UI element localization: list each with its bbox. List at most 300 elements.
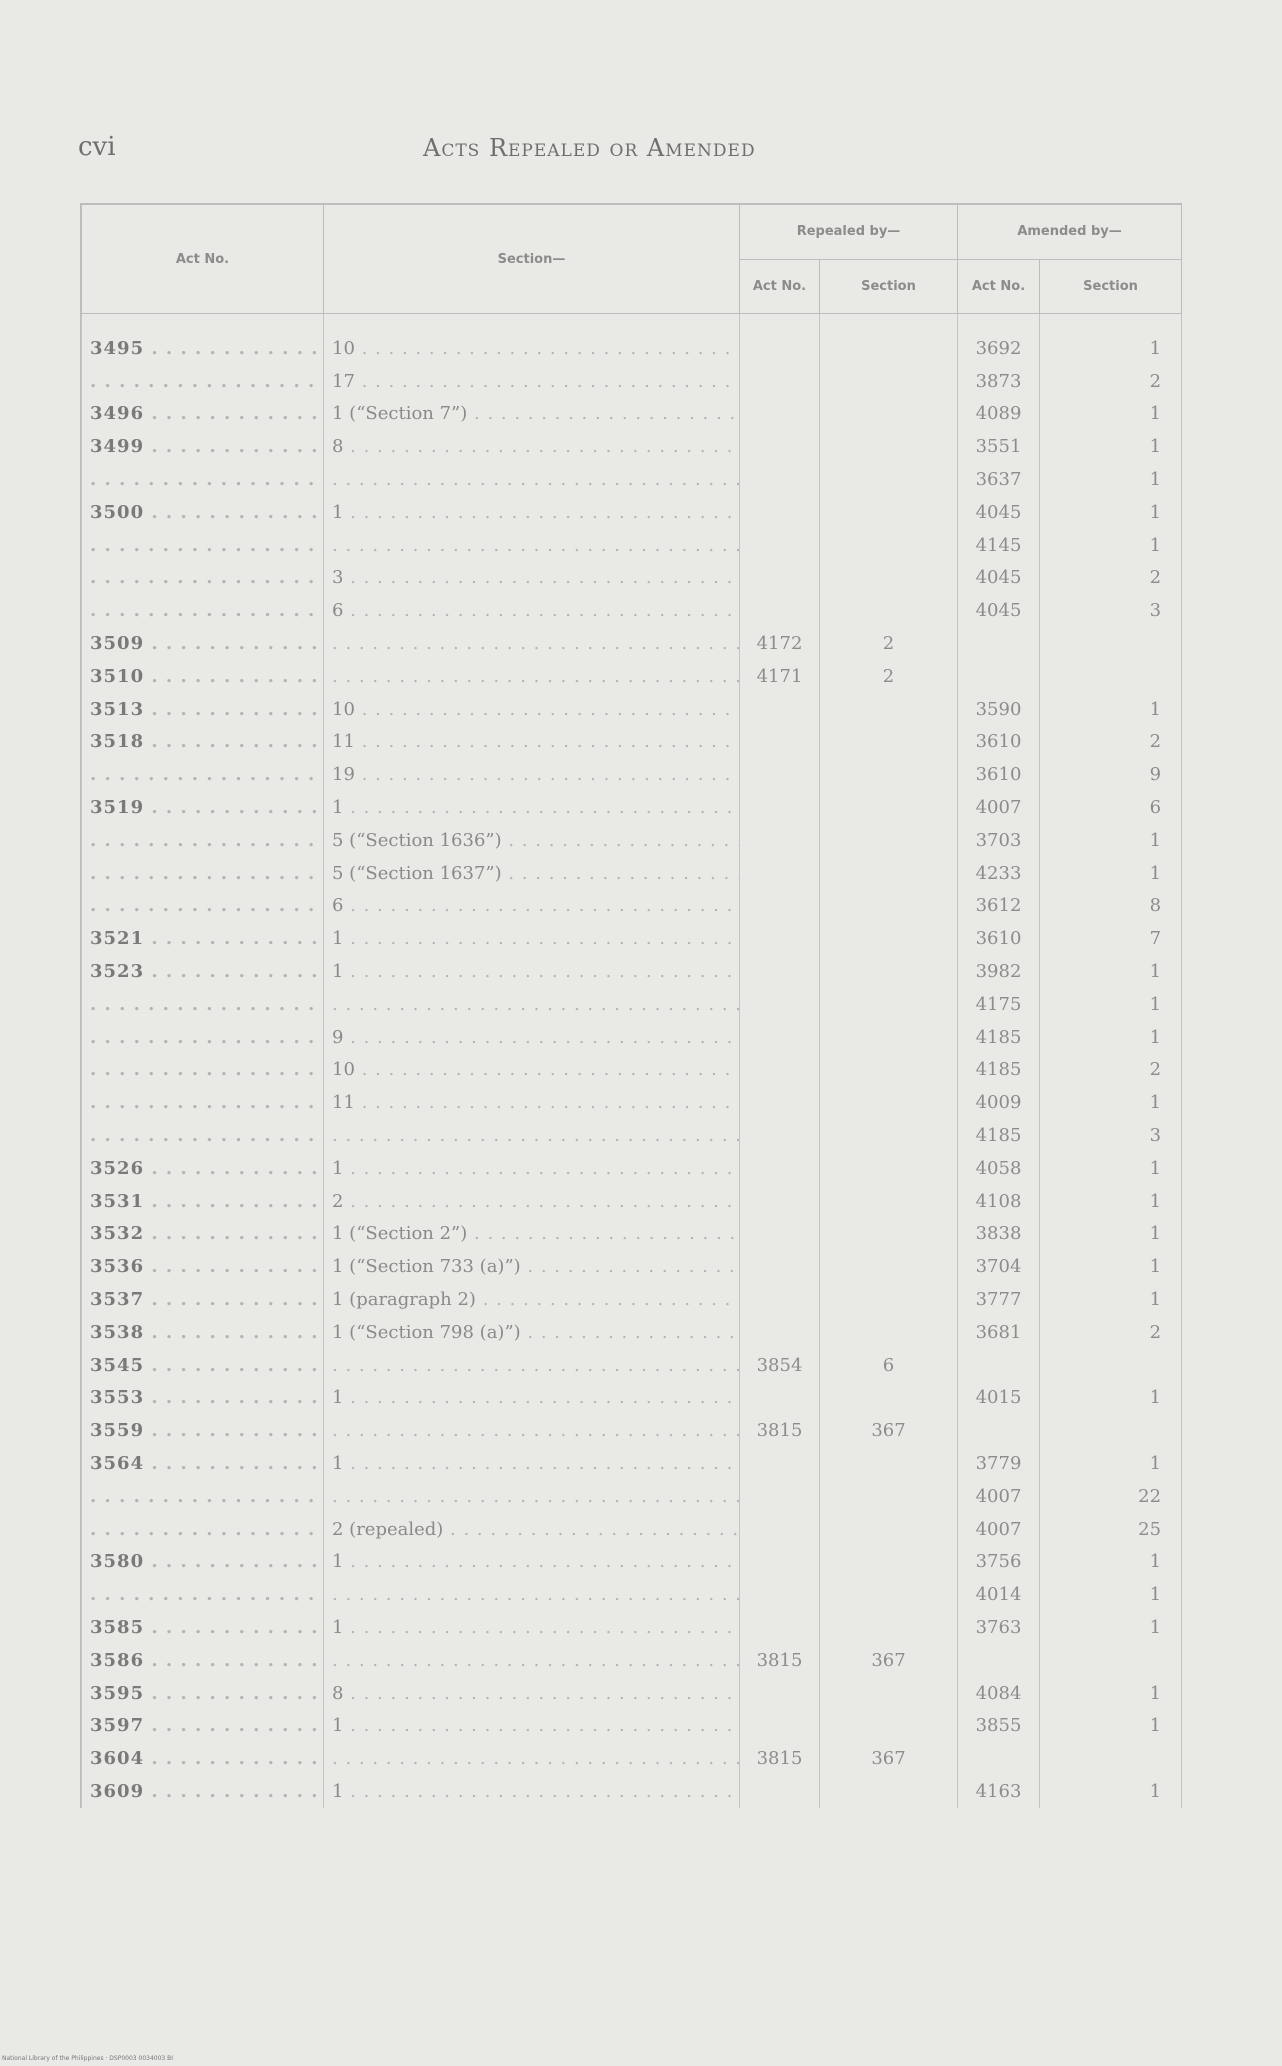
table-row: [82, 1775, 1182, 1808]
repealed-act-number: [740, 1021, 820, 1054]
act-number: 3604 . . .: [82, 1742, 324, 1775]
repealed-section: [820, 1382, 958, 1415]
section-ref: 10 . . .: [324, 693, 740, 726]
repealed-section: [820, 463, 958, 496]
act-number: [82, 1021, 324, 1054]
repealed-section: [820, 758, 958, 791]
act-number: 3564 . . .: [82, 1447, 324, 1480]
section-ref: 1 . . .: [324, 1152, 740, 1185]
act-number: 3521 . . .: [82, 922, 324, 955]
repealed-section: [820, 1185, 958, 1218]
section-ref: [324, 988, 740, 1021]
act-number: [82, 594, 324, 627]
amended-act-number: 3681: [958, 1316, 1040, 1349]
section-ref: 1 (“Section 798 (a)”) . . .: [324, 1316, 740, 1349]
act-number: 3536 . . .: [82, 1250, 324, 1283]
table-row: [82, 1545, 1182, 1578]
act-number: 3559 . . .: [82, 1414, 324, 1447]
amended-act-number: 3703: [958, 824, 1040, 857]
amended-act-number: 4185: [958, 1054, 1040, 1087]
amended-section: 1: [1040, 1021, 1182, 1054]
repealed-section: 367: [820, 1644, 958, 1677]
repealed-section: [820, 791, 958, 824]
amended-act-number: 3838: [958, 1218, 1040, 1251]
section-ref: 1 (“Section 733 (a)”) . . .: [324, 1250, 740, 1283]
table-row: [82, 791, 1182, 824]
repealed-act-number: 3854: [740, 1349, 820, 1382]
repealed-section: [820, 1775, 958, 1808]
repealed-section: [820, 1218, 958, 1251]
amended-section: 1: [1040, 1709, 1182, 1742]
table-row: [82, 857, 1182, 890]
repealed-act-number: [740, 1316, 820, 1349]
section-ref: 1 . . .: [324, 1382, 740, 1415]
amended-act-number: 3590: [958, 693, 1040, 726]
amended-act-number: 4009: [958, 1086, 1040, 1119]
section-ref: 1 . . .: [324, 922, 740, 955]
repealed-section: [820, 1021, 958, 1054]
amended-act-number: 3777: [958, 1283, 1040, 1316]
section-ref: 19 . . .: [324, 758, 740, 791]
act-number: [82, 824, 324, 857]
amended-section: 2: [1040, 1316, 1182, 1349]
amended-section: 22: [1040, 1480, 1182, 1513]
table-row: [82, 693, 1182, 726]
table-row: [82, 1414, 1182, 1447]
repealed-act-number: [740, 857, 820, 890]
repealed-act-number: 3815: [740, 1414, 820, 1447]
amended-act-number: 3779: [958, 1447, 1040, 1480]
repealed-act-number: [740, 594, 820, 627]
amended-section: 1: [1040, 1382, 1182, 1415]
amended-section: 1: [1040, 1578, 1182, 1611]
amended-act-number: [958, 1414, 1040, 1447]
repealed-section: [820, 398, 958, 431]
amended-act-number: 3610: [958, 726, 1040, 759]
table-row: [82, 1611, 1182, 1644]
table-row: [82, 1021, 1182, 1054]
amended-section: 1: [1040, 1218, 1182, 1251]
amended-act-number: 3610: [958, 922, 1040, 955]
act-number: 3523 . . .: [82, 955, 324, 988]
table-row: [82, 922, 1182, 955]
amended-section: 1: [1040, 314, 1182, 365]
amended-section: 1: [1040, 1283, 1182, 1316]
amended-section: 9: [1040, 758, 1182, 791]
amended-act-number: [958, 1644, 1040, 1677]
act-number: 3513 . . .: [82, 693, 324, 726]
header-repealed-section: Section: [820, 259, 958, 314]
header-repealed-by: Repealed by—: [740, 205, 958, 260]
repealed-act-number: [740, 1578, 820, 1611]
repealed-act-number: [740, 1119, 820, 1152]
amended-act-number: 4084: [958, 1677, 1040, 1710]
repealed-section: 367: [820, 1414, 958, 1447]
table-row: [82, 955, 1182, 988]
section-ref: [324, 1644, 740, 1677]
repealed-section: 6: [820, 1349, 958, 1382]
amended-act-number: 4007: [958, 791, 1040, 824]
section-ref: 17 . . .: [324, 365, 740, 398]
act-number: 3553 . . .: [82, 1382, 324, 1415]
amended-section: [1040, 1742, 1182, 1775]
table-row: [82, 1480, 1182, 1513]
act-number: 3532 . . .: [82, 1218, 324, 1251]
section-ref: 10 . . .: [324, 1054, 740, 1087]
repealed-section: 367: [820, 1742, 958, 1775]
repealed-act-number: [740, 1218, 820, 1251]
header-amended-section: Section: [1040, 259, 1182, 314]
table-row: [82, 1119, 1182, 1152]
repealed-act-number: [740, 693, 820, 726]
header-act-no: Act No.: [82, 205, 324, 314]
repealed-act-number: [740, 1545, 820, 1578]
table-row: [82, 988, 1182, 1021]
amended-act-number: 4014: [958, 1578, 1040, 1611]
act-number: 3499 . . .: [82, 430, 324, 463]
repealed-section: [820, 430, 958, 463]
section-ref: 5 (“Section 1637”) . . .: [324, 857, 740, 890]
repealed-act-number: 3815: [740, 1742, 820, 1775]
section-ref: 5 (“Section 1636”) . . .: [324, 824, 740, 857]
section-ref: 9 . . .: [324, 1021, 740, 1054]
amended-section: 1: [1040, 1086, 1182, 1119]
act-number: 3510 . . .: [82, 660, 324, 693]
repealed-act-number: [740, 1054, 820, 1087]
repealed-section: [820, 529, 958, 562]
act-number: 3500 . . .: [82, 496, 324, 529]
amended-act-number: 4007: [958, 1480, 1040, 1513]
repealed-section: [820, 1119, 958, 1152]
amended-act-number: 4015: [958, 1382, 1040, 1415]
repealed-act-number: [740, 758, 820, 791]
repealed-act-number: [740, 1382, 820, 1415]
table-row: [82, 1086, 1182, 1119]
amended-section: [1040, 660, 1182, 693]
amended-act-number: 3551: [958, 430, 1040, 463]
repealed-act-number: [740, 1480, 820, 1513]
act-number: [82, 1119, 324, 1152]
page-title: Acts Repealed or Amended: [423, 134, 756, 162]
amended-act-number: 4058: [958, 1152, 1040, 1185]
amended-section: 1: [1040, 1152, 1182, 1185]
act-number: [82, 1513, 324, 1546]
act-number: 3496 . . .: [82, 398, 324, 431]
amended-section: 3: [1040, 594, 1182, 627]
repealed-act-number: [740, 1152, 820, 1185]
repealed-section: [820, 1578, 958, 1611]
amended-act-number: 4233: [958, 857, 1040, 890]
act-number: 3537 . . .: [82, 1283, 324, 1316]
table-row: [82, 463, 1182, 496]
act-number: 3585 . . .: [82, 1611, 324, 1644]
act-number: [82, 758, 324, 791]
section-ref: 8 . . .: [324, 1677, 740, 1710]
table-row: [82, 726, 1182, 759]
section-ref: 11 . . .: [324, 1086, 740, 1119]
repealed-act-number: [740, 955, 820, 988]
repealed-act-number: [740, 1086, 820, 1119]
table-row: [82, 1709, 1182, 1742]
repealed-section: 2: [820, 627, 958, 660]
amended-act-number: 4045: [958, 594, 1040, 627]
repealed-act-number: [740, 463, 820, 496]
repealed-section: [820, 1054, 958, 1087]
repealed-section: [820, 890, 958, 923]
amended-section: 3: [1040, 1119, 1182, 1152]
acts-table: [81, 204, 1182, 1808]
table-row: [82, 1644, 1182, 1677]
act-number: [82, 529, 324, 562]
repealed-act-number: [740, 1611, 820, 1644]
repealed-act-number: [740, 430, 820, 463]
section-ref: 1 (paragraph 2) . . .: [324, 1283, 740, 1316]
amended-section: [1040, 1349, 1182, 1382]
table-row: [82, 627, 1182, 660]
table-row: [82, 398, 1182, 431]
act-number: [82, 988, 324, 1021]
amended-act-number: 3612: [958, 890, 1040, 923]
repealed-section: [820, 1677, 958, 1710]
repealed-section: [820, 1709, 958, 1742]
amended-act-number: 4045: [958, 496, 1040, 529]
table-body: [82, 314, 1182, 1808]
table-row: [82, 529, 1182, 562]
amended-act-number: 4163: [958, 1775, 1040, 1808]
repealed-section: [820, 1152, 958, 1185]
repealed-act-number: [740, 398, 820, 431]
page-footer: National Library of the Philippines · DSP0003 0034003 BI: [2, 2055, 174, 2062]
repealed-act-number: [740, 922, 820, 955]
section-ref: 2 . . .: [324, 1185, 740, 1218]
table-row: [82, 1349, 1182, 1382]
repealed-section: 2: [820, 660, 958, 693]
table-row: [82, 496, 1182, 529]
amended-act-number: [958, 1742, 1040, 1775]
act-number: [82, 857, 324, 890]
section-ref: 1 . . .: [324, 791, 740, 824]
section-ref: [324, 1578, 740, 1611]
section-ref: [324, 660, 740, 693]
table-row: [82, 1283, 1182, 1316]
amended-act-number: 4045: [958, 562, 1040, 595]
repealed-section: [820, 857, 958, 890]
repealed-act-number: [740, 1677, 820, 1710]
amended-section: 1: [1040, 1677, 1182, 1710]
table-row: [82, 1250, 1182, 1283]
repealed-section: [820, 314, 958, 365]
amended-section: 1: [1040, 496, 1182, 529]
repealed-section: [820, 1316, 958, 1349]
amended-section: 1: [1040, 955, 1182, 988]
amended-act-number: 3637: [958, 463, 1040, 496]
table-row: [82, 1382, 1182, 1415]
table-row: [82, 758, 1182, 791]
amended-section: 1: [1040, 1447, 1182, 1480]
page-header: [78, 132, 1178, 172]
amended-act-number: 4007: [958, 1513, 1040, 1546]
section-ref: 3 . . .: [324, 562, 740, 595]
section-ref: [324, 1119, 740, 1152]
repealed-section: [820, 1545, 958, 1578]
act-number: [82, 1480, 324, 1513]
act-number: 3586 . . .: [82, 1644, 324, 1677]
section-ref: 2 (repealed) . . .: [324, 1513, 740, 1546]
amended-act-number: 3756: [958, 1545, 1040, 1578]
amended-section: 2: [1040, 562, 1182, 595]
table-row: [82, 1742, 1182, 1775]
act-number: 3495 . . .: [82, 314, 324, 365]
repealed-act-number: [740, 890, 820, 923]
table-row: [82, 562, 1182, 595]
repealed-section: [820, 496, 958, 529]
section-ref: 10 . . .: [324, 314, 740, 365]
act-number: 3519 . . .: [82, 791, 324, 824]
amended-section: 1: [1040, 857, 1182, 890]
section-ref: [324, 463, 740, 496]
act-number: [82, 1578, 324, 1611]
act-number: 3545 . . .: [82, 1349, 324, 1382]
section-ref: 1 . . .: [324, 496, 740, 529]
repealed-act-number: [740, 1250, 820, 1283]
act-number: 3595 . . .: [82, 1677, 324, 1710]
amended-section: 1: [1040, 1611, 1182, 1644]
repealed-section: [820, 1447, 958, 1480]
repealed-act-number: [740, 1709, 820, 1742]
act-number: [82, 562, 324, 595]
act-number: [82, 365, 324, 398]
amended-section: 1: [1040, 529, 1182, 562]
section-ref: 1 (“Section 7”) . . .: [324, 398, 740, 431]
amended-section: 1: [1040, 1775, 1182, 1808]
table-row: [82, 660, 1182, 693]
amended-section: 6: [1040, 791, 1182, 824]
repealed-section: [820, 1086, 958, 1119]
amended-section: 1: [1040, 430, 1182, 463]
repealed-act-number: [740, 365, 820, 398]
amended-section: 2: [1040, 726, 1182, 759]
table-row: [82, 824, 1182, 857]
section-ref: 1 . . .: [324, 1775, 740, 1808]
act-number: [82, 463, 324, 496]
repealed-act-number: [740, 562, 820, 595]
act-number: 3509 . . .: [82, 627, 324, 660]
act-number: 3531 . . .: [82, 1185, 324, 1218]
amended-act-number: 3873: [958, 365, 1040, 398]
section-ref: 6 . . .: [324, 890, 740, 923]
repealed-section: [820, 365, 958, 398]
repealed-section: [820, 988, 958, 1021]
repealed-section: [820, 1611, 958, 1644]
amended-act-number: 3763: [958, 1611, 1040, 1644]
amended-section: 7: [1040, 922, 1182, 955]
section-ref: 1 . . .: [324, 1611, 740, 1644]
repealed-act-number: [740, 726, 820, 759]
act-number: 3580 . . .: [82, 1545, 324, 1578]
repealed-act-number: [740, 1283, 820, 1316]
section-ref: 1 . . .: [324, 1709, 740, 1742]
repealed-section: [820, 1250, 958, 1283]
table-row: [82, 314, 1182, 365]
amended-act-number: [958, 627, 1040, 660]
amended-section: 1: [1040, 463, 1182, 496]
table-row: [82, 1513, 1182, 1546]
header-section: Section—: [324, 205, 740, 314]
amended-section: 1: [1040, 824, 1182, 857]
repealed-section: [820, 726, 958, 759]
act-number: [82, 890, 324, 923]
repealed-act-number: [740, 1185, 820, 1218]
amended-act-number: 3855: [958, 1709, 1040, 1742]
table-row: [82, 430, 1182, 463]
section-ref: 1 . . .: [324, 1545, 740, 1578]
amended-act-number: [958, 1349, 1040, 1382]
section-ref: [324, 529, 740, 562]
section-ref: 11 . . .: [324, 726, 740, 759]
acts-table-container: [80, 203, 1182, 1808]
table-row: [82, 1185, 1182, 1218]
header-amended-act-no: Act No.: [958, 259, 1040, 314]
repealed-act-number: [740, 1447, 820, 1480]
repealed-section: [820, 1513, 958, 1546]
table-row: [82, 1152, 1182, 1185]
section-ref: 8 . . .: [324, 430, 740, 463]
section-ref: [324, 1742, 740, 1775]
amended-section: 1: [1040, 1185, 1182, 1218]
section-ref: [324, 1414, 740, 1447]
table-row: [82, 1447, 1182, 1480]
table-row: [82, 1218, 1182, 1251]
repealed-act-number: [740, 496, 820, 529]
repealed-act-number: [740, 824, 820, 857]
repealed-section: [820, 1480, 958, 1513]
repealed-section: [820, 1283, 958, 1316]
repealed-act-number: [740, 1513, 820, 1546]
table-header: [82, 205, 1182, 314]
table-row: [82, 365, 1182, 398]
header-amended-by: Amended by—: [958, 205, 1182, 260]
amended-act-number: 3982: [958, 955, 1040, 988]
amended-section: 8: [1040, 890, 1182, 923]
amended-act-number: 4185: [958, 1119, 1040, 1152]
table-row: [82, 890, 1182, 923]
repealed-section: [820, 594, 958, 627]
amended-section: [1040, 627, 1182, 660]
repealed-section: [820, 562, 958, 595]
header-repealed-act-no: Act No.: [740, 259, 820, 314]
section-ref: [324, 1480, 740, 1513]
section-ref: 6 . . .: [324, 594, 740, 627]
table-row: [82, 594, 1182, 627]
amended-section: 2: [1040, 365, 1182, 398]
table-row: [82, 1054, 1182, 1087]
repealed-section: [820, 693, 958, 726]
act-number: 3518 . . .: [82, 726, 324, 759]
act-number: 3597 . . .: [82, 1709, 324, 1742]
amended-section: 1: [1040, 693, 1182, 726]
act-number: [82, 1054, 324, 1087]
table-row: [82, 1316, 1182, 1349]
amended-act-number: 4108: [958, 1185, 1040, 1218]
amended-section: 1: [1040, 1545, 1182, 1578]
amended-section: 2: [1040, 1054, 1182, 1087]
repealed-section: [820, 955, 958, 988]
repealed-act-number: [740, 529, 820, 562]
amended-act-number: 3610: [958, 758, 1040, 791]
act-number: 3526 . . .: [82, 1152, 324, 1185]
repealed-act-number: 4171: [740, 660, 820, 693]
amended-section: 1: [1040, 1250, 1182, 1283]
